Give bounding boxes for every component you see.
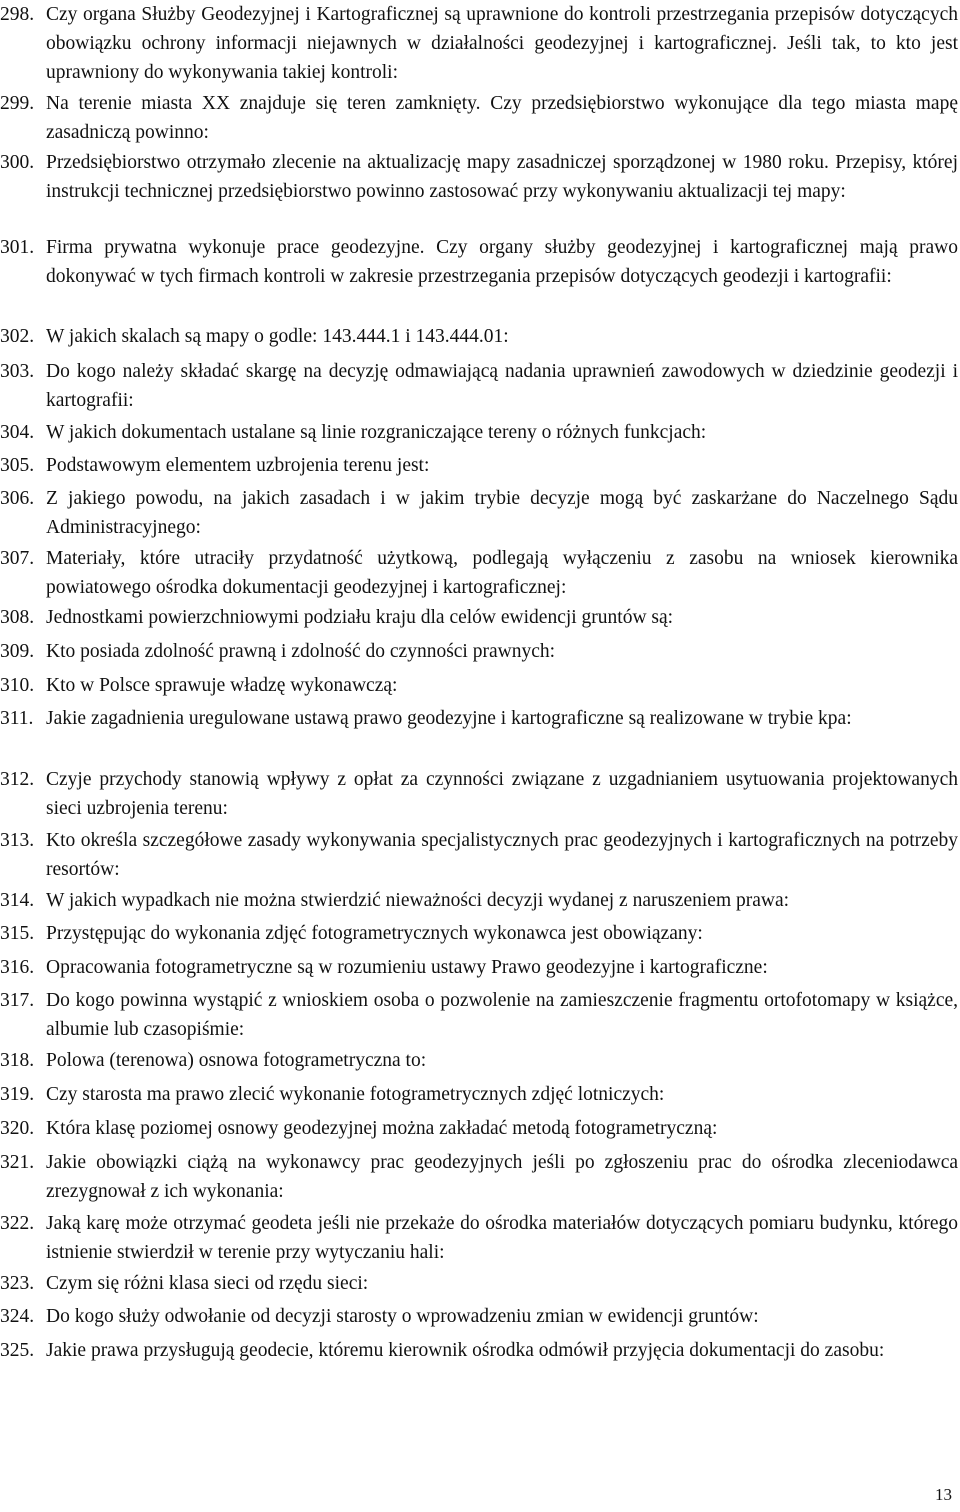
question-text: Jakie obowiązki ciążą na wykonawcy prac geodezyjnych jeśli po zgłoszeniu prac do ośrodka zleceniodawca zrezygnował z ich wykonania:: [46, 1152, 958, 1202]
question-item: [0, 1080, 958, 1109]
question-item: [0, 637, 958, 666]
question-item: [0, 919, 958, 948]
question-number: 310.: [0, 675, 35, 696]
question-number: 318.: [0, 1050, 35, 1071]
question-text: Jakie prawa przysługują geodecie, któremu kierownik ośrodka odmówił przyjęcia dokumentacji do zasobu:: [46, 1340, 885, 1361]
question-text: W jakich dokumentach ustalane są linie rozgraniczające tereny o różnych funkcjach:: [46, 422, 707, 443]
question-number: 323.: [0, 1273, 35, 1294]
question-item: [0, 148, 958, 206]
question-item: [0, 544, 958, 602]
question-number: 313.: [0, 830, 35, 851]
question-text: Przedsiębiorstwo otrzymało zlecenie na aktualizację mapy zasadniczej sporządzonej w 1980 roku. Przepisy, której instrukcji technicznej przedsiębiorstwo powinno zastosować przy wykonywaniu aktualizacji tej mapy:: [46, 152, 958, 202]
question-text: Przystępując do wykonania zdjęć fotogrametrycznych wykonawca jest obowiązany:: [46, 923, 703, 944]
question-item: [0, 89, 958, 147]
question-text: Materiały, które utraciły przydatność użytkową, podlegają wyłączeniu z zasobu na wniosek kierownika powiatowego ośrodka dokumentacji geodezyjnej i kartograficznej:: [46, 548, 958, 598]
question-number: 311.: [0, 708, 34, 729]
question-number: 317.: [0, 990, 35, 1011]
question-number: 319.: [0, 1084, 35, 1105]
question-text: Do kogo powinna wystąpić z wnioskiem osoba o pozwolenie na zamieszczenie fragmentu ortofotomapy w książce, albumie lub czasopiśmie:: [46, 990, 958, 1040]
question-number: 303.: [0, 361, 35, 382]
question-text: Która klasę poziomej osnowy geodezyjnej można zakładać metodą fotogrametryczną:: [46, 1118, 718, 1139]
question-item: [0, 1302, 958, 1331]
question-text: Do kogo należy składać skargę na decyzję odmawiającą nadania uprawnień zawodowych w dziedzinie geodezji i kartografii:: [46, 361, 958, 411]
question-number: 306.: [0, 488, 35, 509]
question-number: 299.: [0, 93, 35, 114]
question-number: 309.: [0, 641, 35, 662]
question-text: Jaką karę może otrzymać geodeta jeśli nie przekaże do ośrodka materiałów dotyczących pomiaru budynku, którego istnienie stwierdził w terenie przy wytyczaniu hali:: [46, 1213, 958, 1263]
question-item: [0, 1114, 958, 1143]
question-item: [0, 357, 958, 415]
question-number: 316.: [0, 957, 35, 978]
question-number: 315.: [0, 923, 35, 944]
question-text: Z jakiego powodu, na jakich zasadach i w jakim trybie decyzje mogą być zaskarżane do Naczelnego Sądu Administracyjnego:: [46, 488, 958, 538]
question-item: [0, 953, 958, 982]
question-text: Firma prywatna wykonuje prace geodezyjne. Czy organy służby geodezyjnej i kartograficznej mają prawo dokonywać w tych firmach kontroli w zakresie przestrzegania przepisów dotyczących geodezji i kartografii:: [46, 237, 958, 287]
question-item: [0, 0, 958, 87]
question-text: Polowa (terenowa) osnowa fotogrametryczna to:: [46, 1050, 427, 1071]
question-text: Jakie zagadnienia uregulowane ustawą prawo geodezyjne i kartograficzne są realizowane w trybie kpa:: [46, 708, 852, 729]
question-number: 314.: [0, 890, 35, 911]
question-item: [0, 826, 958, 884]
question-item: [0, 1336, 958, 1365]
question-item: [0, 484, 958, 542]
question-number: 304.: [0, 422, 35, 443]
question-text: Czyje przychody stanowią wpływy z opłat za czynności związane z uzgadnianiem usytuowania projektowanych sieci uzbrojenia terenu:: [46, 769, 958, 819]
question-number: 300.: [0, 152, 35, 173]
question-text: Opracowania fotogrametryczne są w rozumieniu ustawy Prawo geodezyjne i kartograficzne:: [46, 957, 768, 978]
question-number: 298.: [0, 4, 35, 25]
question-item: [0, 671, 958, 700]
question-text: Czy organa Służby Geodezyjnej i Kartograficznej są uprawnione do kontroli przestrzegania przepisów dotyczących obowiązku ochrony informacji niejawnych w działalności geodezyjnej i kartograficznej. Jeśli tak, to kto jest uprawniony do wykonywania takiej kontroli:: [46, 4, 958, 83]
question-text: W jakich wypadkach nie można stwierdzić nieważności decyzji wydanej z naruszeniem prawa:: [46, 890, 790, 911]
question-number: 302.: [0, 326, 35, 347]
question-item: [0, 1269, 958, 1298]
question-number: 307.: [0, 548, 35, 569]
question-number: 325.: [0, 1340, 35, 1361]
question-item: [0, 765, 958, 823]
page-number: 13: [935, 1485, 952, 1504]
question-text: Czym się różni klasa sieci od rzędu sieci:: [46, 1273, 369, 1294]
question-item: [0, 1148, 958, 1206]
question-number: 320.: [0, 1118, 35, 1139]
question-text: W jakich skalach są mapy o godle: 143.444.1 i 143.444.01:: [46, 326, 509, 347]
question-item: [0, 451, 958, 480]
question-item: [0, 603, 958, 632]
question-item: [0, 233, 958, 291]
question-number: 305.: [0, 455, 35, 476]
question-text: Kto określa szczegółowe zasady wykonywania specjalistycznych prac geodezyjnych i kartograficznych na potrzeby resortów:: [46, 830, 958, 880]
question-text: Kto posiada zdolność prawną i zdolność do czynności prawnych:: [46, 641, 556, 662]
question-item: [0, 1209, 958, 1267]
question-text: Na terenie miasta XX znajduje się teren zamknięty. Czy przedsiębiorstwo wykonujące dla tego miasta mapę zasadniczą powinno:: [46, 93, 958, 143]
question-number: 322.: [0, 1213, 35, 1234]
question-number: 301.: [0, 237, 35, 258]
question-text: Jednostkami powierzchniowymi podziału kraju dla celów ewidencji gruntów są:: [46, 607, 674, 628]
question-item: [0, 704, 958, 733]
question-item: [0, 886, 958, 915]
question-item: [0, 986, 958, 1044]
question-text: Podstawowym elementem uzbrojenia terenu jest:: [46, 455, 430, 476]
question-number: 324.: [0, 1306, 35, 1327]
question-item: [0, 322, 958, 351]
question-number: 308.: [0, 607, 35, 628]
question-text: Czy starosta ma prawo zlecić wykonanie fotogrametrycznych zdjęć lotniczych:: [46, 1084, 665, 1105]
question-text: Kto w Polsce sprawuje władzę wykonawczą:: [46, 675, 398, 696]
question-item: [0, 418, 958, 447]
question-number: 312.: [0, 769, 35, 790]
question-text: Do kogo służy odwołanie od decyzji starosty o wprowadzeniu zmian w ewidencji gruntów:: [46, 1306, 759, 1327]
question-number: 321.: [0, 1152, 35, 1173]
question-item: [0, 1046, 958, 1075]
